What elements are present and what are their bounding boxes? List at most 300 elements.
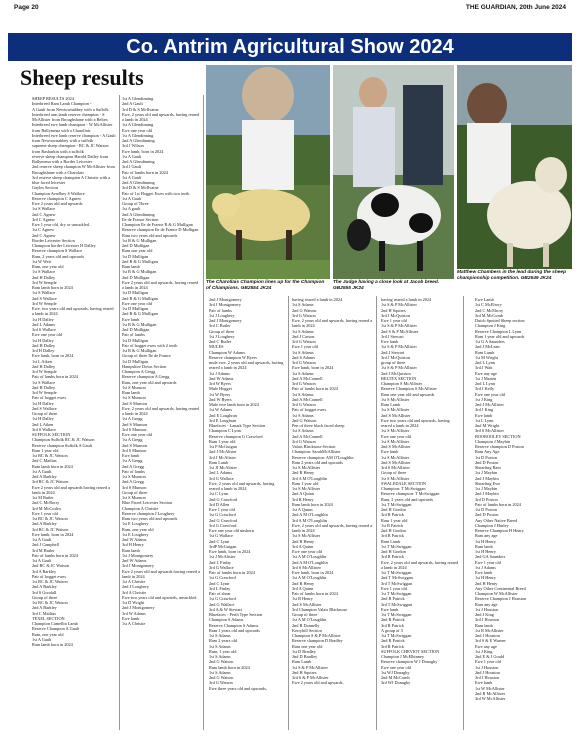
result-line: 1st D Mulligan (122, 337, 149, 343)
result-line: 1st RC & JC Watson (32, 579, 68, 584)
result-line: 1st A Glendinning (122, 122, 154, 128)
result-line: 2nd H Gordon (381, 528, 406, 533)
result-line: 3rd W Byers (209, 381, 231, 386)
result-line: Ewe lamb (381, 449, 399, 455)
result-line: 2nd G Watson (292, 307, 317, 313)
result-line: Reserve Champion J Houston (475, 596, 527, 602)
result-line: having reared a lamb in 2024 (381, 297, 432, 302)
result-line: 2nd D Mulligan (122, 327, 150, 332)
result-line: Ram Lamb (292, 659, 312, 665)
result-line: Reserve champion W J Donaghy (381, 659, 438, 665)
result-line: Ram any age (475, 533, 498, 539)
result-line: 3rd G Watson (292, 360, 316, 365)
result-line: 1st R Henry (292, 596, 313, 602)
result-line: Ewe one year old (122, 127, 152, 133)
result-line: 1st A gault (122, 206, 141, 212)
result-line: 3rd J King (475, 407, 494, 413)
result-line: 2nd S McAllister (381, 444, 411, 449)
result-line: 3rd W Semple (32, 369, 57, 374)
result-line: 2nd L Lynn (475, 381, 495, 386)
result-line: Reserve champion W Byers (209, 354, 257, 360)
result-line: 1st J Marten (475, 375, 497, 381)
result-line: 2nd L Adams (32, 321, 55, 327)
result-line: Ewe, 2 years old and upwards, having reared a lamb in 2024 (292, 318, 373, 329)
result-line: 1st A Gault (122, 174, 142, 180)
result-line: Ewe any age (475, 643, 497, 649)
result-line: Ram 2 years old (209, 638, 238, 644)
result-line: Ewe one year old unshorn (209, 528, 254, 533)
result-line: 3rd G Watson (209, 680, 233, 686)
result-line: 2nd S Munson (122, 442, 148, 448)
result-line: 3rd S & P McAllister (292, 675, 329, 680)
result-line: 1st S Munson (122, 495, 146, 500)
result-line: 1st C Agnew (32, 227, 55, 233)
result-line: Ram any age (475, 601, 498, 607)
result-line: 1st G A Saunders (475, 339, 505, 344)
result-line: 1st J King (475, 396, 493, 402)
result-line: 2nd W Adams (209, 375, 234, 381)
result-line: 1st RC & JC Watson (32, 600, 68, 605)
result-line: 2nd A Gault (122, 101, 143, 107)
result-line: 1st A Glendinning (122, 132, 154, 138)
result-line: having reared a lamb in 2024 (292, 297, 343, 302)
result-line: 1st S McAllister (381, 407, 410, 413)
result-line: Ewe three years old and upwards, (209, 685, 267, 691)
result-line: Reserve Champion S McAllister (381, 386, 437, 392)
result-line: 3rd A Christie (122, 589, 147, 595)
result-line: 2nd W Adams (122, 558, 147, 563)
result-line: Ewe, 2 years old and upwards, having reared a lamb in 2024 (122, 405, 200, 416)
result-line: Group of three (32, 411, 58, 416)
result-line: Reserve champion S Wallace (32, 248, 83, 254)
result-line: 3rd R Patrick (381, 554, 404, 560)
result-line: 3rd J Montgomery (209, 302, 241, 308)
result-line: 2nd H Dalley (32, 342, 56, 348)
result-line: 2nd A Gregg (122, 463, 144, 469)
result-line: 3rd T McSwiggan (381, 601, 413, 607)
result-line: Ram lamb (122, 390, 140, 395)
result-line: 1st C McElrory (475, 302, 502, 308)
result-line: 3rd S Munson (122, 426, 147, 432)
photo-caption: The Charollais Champion lines up for the Champion of Champions. GB2554 JK24 (206, 280, 325, 291)
photo-caption: Matthew Chambers in the lead during the sheep championship competition. GB2549 JK24 (457, 270, 567, 281)
result-line: 3rd G Watson (292, 339, 316, 344)
result-line: 2nd A McConnell (292, 375, 323, 381)
result-line: Kerryhill Section (292, 627, 322, 633)
result-line: 2nd S McAllister (381, 459, 411, 465)
result-line: 3rd W Semple (32, 300, 57, 306)
result-line: Interbreed ewe lamb champion - W McAllister from Ballymena with a Charollais (32, 122, 113, 133)
result-line: 2nd GA Saunders (475, 554, 506, 560)
result-line: Reserve champion Suffolk A Gault (32, 442, 93, 448)
result-line: 2nd S & P McAllister (381, 328, 419, 334)
result-line: Champion S McAllister (381, 381, 423, 386)
section-banner: Co. Antrim Agricultural Show 2024 (8, 33, 572, 61)
result-line: 3rd R Patrick (381, 533, 404, 539)
result-line: 1st S & P McAllister (381, 365, 417, 371)
result-line: Ewe 2 years old and upwards, (292, 680, 344, 686)
result-line: Ewe lamb (122, 615, 140, 621)
result-line: 1st A Gregg (122, 458, 143, 464)
result-line: Ram, one year old (122, 526, 154, 532)
result-line: 2nd R Henry (292, 580, 315, 586)
result-line: 1st W Weir (32, 258, 52, 264)
result-line: 2nd A Barkley (32, 584, 57, 590)
result-line: Champion J King (475, 323, 506, 329)
result-line: 3rd W Adams (122, 610, 146, 616)
result-line: Bluefaces - Lanark Type Section (209, 423, 266, 428)
result-line: 1st S Munson (122, 474, 146, 479)
result-line: 1st D Wright (122, 600, 145, 605)
result-line: Pair of lambs (122, 332, 145, 338)
result-line: Reserve Champion S Adams (209, 622, 259, 628)
result-line: 2nd A Barkley (32, 605, 57, 611)
result-line: 1st S Adams (209, 643, 231, 649)
result-line: 2nd C McRorry (32, 500, 60, 506)
result-line: 1st A Gault (122, 195, 142, 201)
result-line: 2nd J Maybin (475, 475, 499, 481)
result-line: 2nd G Watson (209, 675, 234, 680)
result-line: 1st R McAllister (475, 627, 504, 633)
result-line: 2nd G Crawford (209, 517, 238, 523)
result-line: mule ewe, 2 years old and upwards, having reared a lamb in 2024 (209, 360, 284, 371)
result-line: 2nd H Dalley (32, 384, 56, 390)
result-line: 1st S & P McAllister (381, 344, 417, 350)
result-line: Group of three (122, 489, 148, 495)
result-line: reserve sheep champion Harold Dalley from Ballymena with a Border Leicester (32, 153, 109, 164)
result-line: 2nd L Lynn (475, 360, 495, 365)
result-line: 1st A Gregg (122, 416, 143, 422)
result-line: 2nd G Crawford (209, 496, 238, 502)
result-line: 3rd S Goodall (32, 589, 57, 595)
result-line: 3rd D & S McIlvaine (122, 185, 159, 191)
result-line: Pair of hogget ewes with 2 teeth (122, 342, 178, 348)
result-line: 1st S Adams (209, 633, 231, 638)
result-line: 3rdP McGuigan (209, 543, 237, 549)
result-line: Ewe lamb, born in 2024 (32, 353, 74, 359)
result-line: 3rd S Wallace (32, 426, 56, 432)
result-line: 1st S Wallace (32, 290, 56, 296)
result-line: Ram Lamb (381, 538, 401, 544)
result-line: 3rd R Henry (292, 496, 314, 502)
result-line: 3rd R Patrick (381, 622, 404, 628)
result-line: 3rd G Watson (292, 402, 316, 407)
result-line: TEXEL SECTION (32, 615, 65, 621)
result-line: 1st S Adams (292, 412, 314, 418)
result-line: 3rd S McAllister (292, 564, 321, 570)
result-line: 2nd J Maybin (475, 491, 499, 497)
result-line: Ram Lamb (209, 459, 229, 465)
result-line: 3rd R Patrick (381, 512, 404, 518)
result-line: 2nd S Munson (122, 421, 148, 427)
result-line: 2nd J McAlister (209, 449, 237, 455)
result-line: 1st T McSwiggan (381, 612, 412, 617)
result-line: 2nd H Dalley (32, 363, 56, 369)
result-line: 2nd J Houston (475, 669, 500, 675)
result-line: Blue Faced Leicester Section (122, 500, 173, 506)
result-line: 3rd D Poston (475, 496, 498, 502)
result-line: Ram lamb born in 2024 (32, 642, 73, 647)
result-line: BOOROOLEY SECTION (475, 433, 521, 439)
result-line: 3rd D Allen (209, 501, 230, 507)
result-line: 3rd T McSwiggan (381, 580, 413, 586)
result-line: 1st S Adams (209, 669, 231, 675)
result-line: 1st L Aiken (32, 358, 52, 364)
result-line: Ewe 2 years old and upwards having reared a lamb in 2024 (32, 484, 111, 495)
result-line: MULES (209, 344, 224, 350)
column-rule (463, 296, 464, 730)
result-line: Dutch Spotted Sheep section (475, 318, 525, 323)
result-line: 1st S Adams (209, 654, 231, 659)
result-line: 2nd L Aiken (32, 421, 54, 427)
result-line: 3rd H Henry (122, 542, 144, 548)
result-line: Ram lamb born in 2024 (32, 285, 73, 290)
results-column-1 (32, 96, 116, 732)
result-line: Ram one year old (292, 643, 323, 649)
result-line: Ewe Lamb (475, 297, 494, 302)
result-line: 3rd A M O'Loughlin (292, 517, 328, 523)
result-line: 2nd C Lynn (209, 580, 230, 586)
result-line: 3rd S McAllister (381, 465, 410, 470)
result-line: 1st S McAllister (292, 465, 321, 470)
result-line: 1st S Wallace (32, 379, 56, 385)
result-line: 1st D Mulligan (122, 253, 149, 259)
result-line: Champion Avrelhey S Wallace (32, 190, 85, 196)
result-line: 1st S Munson (122, 395, 146, 401)
result-line: 1st D Poston (475, 507, 497, 512)
result-line: Champion Suffolk RC & JC Watson (32, 437, 95, 443)
result-line: 2nd A Barkley (32, 474, 57, 479)
result-line: 1st G Crawford (209, 512, 236, 518)
result-line: Pair of hogget ewes (292, 407, 327, 413)
result-line: 2nd J McQuiston (381, 370, 411, 376)
result-line: 1st D Bradley (292, 648, 316, 654)
result-line: 2nd C Agnew (32, 232, 56, 238)
result-line: 3rd J Watt (475, 365, 493, 371)
result-line: 1st J Maybin (475, 470, 498, 476)
judge-with-black-and-white-sheep-photo (333, 65, 454, 279)
result-line: Reserve champion A Gregg (122, 374, 170, 380)
results-column-2 (122, 96, 201, 732)
result-line: 2nd C Mailtus (32, 458, 57, 464)
result-line: Mule ewe lamb born in 2024 (209, 402, 259, 407)
result-line: 1st R & G Mulligan (122, 348, 157, 353)
result-line: Pen of three black faced sheep (292, 423, 345, 428)
result-line: Pair of lambs born in 2024 (209, 570, 255, 575)
result-line: 1st T McSwiggan (381, 633, 412, 638)
result-line: 2nd M McComb (381, 675, 410, 680)
result-line: 2nd C Lynn (209, 538, 230, 544)
result-line: Group of three (32, 594, 58, 600)
result-line: 1st S & P McAllister (381, 323, 417, 329)
result-line: 2nd D Poston (475, 459, 499, 465)
result-line: 3rd W Semple (32, 390, 57, 395)
result-line: 1st W Adams (209, 407, 232, 413)
result-line: 1st S Wallace (32, 206, 56, 212)
result-line: 3rd R Patrick (381, 643, 404, 649)
result-line: BELTEX SECTION (381, 375, 417, 381)
result-line: 1st J Houston (475, 606, 499, 612)
result-line: 3rd J Montgomery (122, 563, 154, 569)
result-line: 2nd R Henry (292, 538, 315, 544)
result-line: 1st A Gault (122, 153, 142, 159)
result-line: Ewe any age (475, 370, 497, 376)
publication-name: THE GUARDIAN (465, 4, 516, 11)
result-line: 1st H Henry (475, 549, 497, 554)
result-line: 3rd J McQuiston (381, 354, 410, 360)
result-line: Pair of shear (209, 591, 231, 596)
result-line: Ewe lamb (122, 316, 140, 322)
result-line: Pair of lambs born in 2024 (32, 374, 78, 380)
result-line: 2nd H Dalley (32, 274, 56, 280)
result-line: 3rd W Semple (32, 279, 57, 285)
results-column-6 (475, 297, 572, 732)
result-line: 1st W Byers (209, 391, 231, 397)
result-line: 3rd S Munson (122, 484, 147, 490)
article-title: Sheep results (20, 65, 144, 90)
result-line: 2nd G Wallace (209, 601, 235, 607)
result-line: 2nd L Finlay (209, 559, 232, 565)
result-line: Ram, one year old and upwards (122, 379, 177, 385)
result-line: 1st A Quinn (292, 507, 313, 512)
result-line: 1st T McSwiggan (381, 543, 412, 549)
result-line: 3rd M Butler (32, 547, 55, 553)
result-line: 1st G Crawford (209, 596, 236, 602)
result-line: 1st S Adams (292, 391, 314, 397)
result-line: Ram 1 year old (209, 438, 236, 444)
result-line: Group of three Ile de France (122, 353, 171, 359)
result-line: 2nd J McAllister (475, 402, 504, 407)
result-line: 1st S Adams (292, 349, 314, 355)
result-line: 2nd D Poston (475, 512, 499, 518)
result-line: 2nd C Agnew (32, 211, 56, 217)
result-line: Ram Lamb (475, 349, 495, 355)
result-line: Ram, one year old (32, 631, 64, 637)
exhibitor-with-ram-photo (457, 65, 572, 269)
result-line: 2nd A M O'Loughlin (292, 512, 328, 518)
result-line: 1st T McSwiggan (381, 591, 412, 596)
result-line: 1st S Adams (292, 302, 314, 308)
result-line: Ram Lamb (381, 402, 401, 407)
result-line: 1st A Gault (32, 468, 52, 474)
result-line: 3rd C Mailtus (32, 610, 56, 616)
result-line: Ram, one year old (32, 264, 64, 269)
result-line: 2nd S Wallace (32, 405, 57, 411)
result-line: 1st H Dalley (32, 337, 54, 343)
result-line: 1st A M O'Loughlin (292, 617, 327, 623)
result-line: 1st D Mulligan (122, 306, 149, 311)
result-line: 1st S McAllister (381, 475, 410, 481)
result-line: 3rd J McAlister (209, 454, 236, 460)
result-line: 1st S & P McAllister (292, 664, 328, 670)
result-line: 3rd S Munson (122, 447, 147, 453)
result-line: Ewe 1 year old (209, 507, 235, 512)
result-line: Ewe 1 year old (475, 559, 501, 565)
result-line: Champion border Leicester H Dalley (32, 243, 96, 248)
result-line: Ewe 2 years old and upwards, having reared a lamb in 2024 (122, 279, 199, 290)
column-rule (288, 296, 289, 730)
result-line: Reserve champion D Poston (475, 444, 524, 449)
result-line: Ram 1 years old and upwards (209, 627, 260, 633)
result-line: 2nd R & G Mulligan (122, 258, 158, 264)
result-line: Pair of lambs (122, 468, 145, 474)
result-line: 1st D Poston (475, 454, 497, 460)
result-line: 2nd T McSwiggan (381, 575, 413, 581)
result-line: Ile de France Section (122, 216, 159, 222)
result-line: SUFFOLK SECTION (32, 432, 71, 437)
result-line: Ewe one year old (381, 664, 411, 670)
result-line: 3rd M McComb (475, 312, 503, 318)
result-line: Ewe one year old (122, 300, 152, 306)
result-line: 1st A Gregg (122, 437, 143, 443)
result-line: 3rd C Agnew (32, 216, 55, 222)
result-line: Champion S Adams (209, 617, 244, 623)
result-line: 3rd A Quinn (292, 543, 314, 549)
result-line: Ewe, 2 years old and upwards, having reared a lamb in 2024 (209, 480, 275, 491)
result-line: 1st S Adams (292, 370, 314, 376)
result-line: 2nd H Gordon (381, 507, 406, 512)
result-line: 1st S McAllister (292, 533, 321, 539)
result-line: Ewe 1 year old (381, 585, 407, 591)
result-line: 2nd A Barkley (32, 521, 57, 527)
result-line: 2nd C Butler (209, 339, 232, 344)
result-line: 3rd A M O'Loughlin (292, 475, 328, 481)
result-line: Reserve Champion H Henry (475, 528, 524, 533)
result-line: Champion A Christie (122, 505, 159, 511)
result-line: Ewe lamb, born in 2024 (209, 549, 251, 554)
result-line: Ram lamb (122, 264, 140, 269)
result-line: Pair of hogget ewes (32, 395, 67, 401)
result-line: Pair of lambs born in 2024 (475, 501, 521, 507)
result-line: 1st J Adams (209, 370, 230, 376)
result-line: 2nd J Houston (475, 633, 500, 638)
result-line: Mule Hogget (209, 386, 232, 392)
result-line: 3rd J Houston (475, 675, 500, 680)
result-line: 1st W McAllister (475, 685, 505, 691)
result-line: 2nd J Carson (292, 333, 315, 339)
result-line: SUFFOLK CHEVIOT SECTION (381, 648, 440, 654)
result-line: 2nd M Wright (475, 423, 500, 428)
result-line: Any Other Continental Breed (475, 585, 526, 591)
result-line: 2nd A M O'Loughlin (292, 559, 328, 565)
result-line: 3rd RC & JC Watson (32, 479, 69, 485)
ram-in-show-ring-photo (206, 65, 330, 279)
result-line: Ewe two years old and upwards, unsuckled (122, 594, 197, 600)
result-line: 3rd G Watson (292, 312, 316, 318)
result-line: 2nd R & G Mulligan (122, 295, 158, 301)
result-line: 3rd G Wallace (209, 475, 234, 481)
result-line: 3rd reserve sheep champion A Christie with a blue faced leicester (32, 174, 111, 185)
result-line: 2nd reserve sheep champion W McAllister from Broughshane with a Charolais (32, 164, 115, 175)
result-line: Ram two years old and upwards (122, 232, 178, 238)
result-line: 1st A M O'Loughlin (292, 554, 327, 560)
result-line: 2nd H Gordon (381, 549, 406, 554)
result-line: Interbreed Ram Lamb Champion - (32, 101, 92, 107)
result-line: Ewe one year old (32, 332, 62, 338)
result-line: 1st RC & JC Watson (32, 453, 68, 458)
result-line: Ram one year old and upwards (381, 391, 435, 397)
result-line: 1st R & G Mulligan (122, 269, 157, 275)
result-line: 1st H Henry (475, 538, 497, 544)
result-line: 2nd E Loughran (209, 412, 237, 418)
result-line: Ram lamb born in 2024 (209, 664, 250, 670)
result-line: Ewe one year old (122, 432, 152, 437)
result-line: 2nd B Donnelly (292, 622, 320, 628)
result-line: Ewe lamb (122, 453, 140, 458)
result-line: Champion J Hurley (475, 522, 509, 528)
result-line: Champion: T McSwiggan (381, 486, 426, 491)
result-line: 2nd R Patrick (381, 596, 405, 602)
